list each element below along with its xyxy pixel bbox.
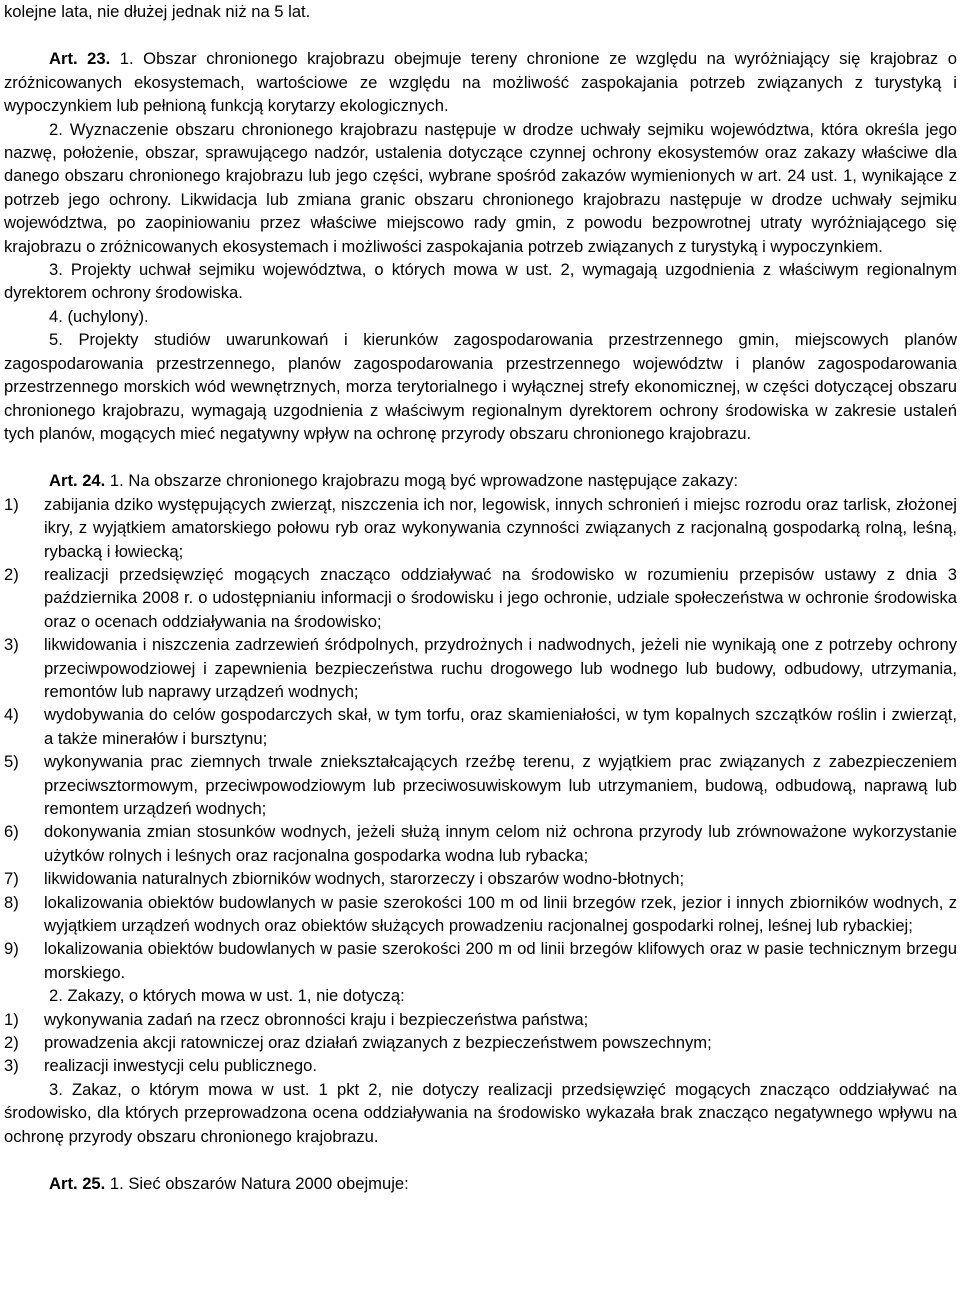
list-item-number: 9): [4, 939, 19, 959]
list-item-text: likwidowania naturalnych zbiorników wodnych, starorzeczy i obszarów wodno-błotnych;: [44, 869, 685, 889]
list-item: [4, 937, 957, 984]
spacer: [4, 1148, 957, 1172]
list-item: [4, 633, 957, 703]
list-item: [4, 820, 957, 867]
list-item-number: 6): [4, 822, 19, 842]
list-item: [4, 1031, 957, 1054]
list-item-number: 3): [4, 1056, 19, 1076]
list-item-text: likwidowania i niszczenia zadrzewień śródpolnych, przydrożnych i nadwodnych, jeżeli nie wynikają one z potrzeby ochrony przeciwpowodziowej i zapewnienia bezpieczeństwa ruchu drogowego lub wodnego lub budowy, odbudowy, utrzymania, remontów lub naprawy urządzeń wodnych;: [44, 635, 957, 701]
list-item: [4, 750, 957, 820]
list-item-number: 1): [4, 1009, 19, 1029]
art24-list-2: [4, 1008, 957, 1078]
art23-label: Art. 23.: [49, 49, 111, 69]
art23-paragraph-1: [4, 47, 957, 117]
spacer: [4, 23, 957, 47]
spacer: [4, 445, 957, 469]
list-item-text: dokonywania zmian stosunków wodnych, jeżeli służą innym celom niż ochrona przyrody lub zrównoważone wykorzystanie użytków rolnych i leśnych oraz racjonalna gospodarka wodna lub rybacka;: [44, 822, 957, 865]
list-item-text: realizacji inwestycji celu publicznego.: [44, 1056, 318, 1076]
list-item-number: 1): [4, 494, 19, 514]
list-item: [4, 493, 957, 563]
list-item-text: realizacji przedsięwzięć mogących znacząco oddziaływać na środowisko w rozumieniu przepisów ustawy z dnia 3 października 2008 r. o udostępnianiu informacji o środowisku i jego ochronie, udziale społeczeństwa w ochronie środowiska oraz o ocenach oddziaływania na środowisko;: [44, 564, 957, 631]
list-item-number: 8): [4, 892, 19, 912]
art24-label: Art. 24.: [49, 471, 106, 491]
art25-label: Art. 25.: [49, 1174, 106, 1194]
art24-paragraph-1: [4, 469, 957, 492]
list-item-text: lokalizowania obiektów budowlanych w pasie szerokości 100 m od linii brzegów rzek, jezior i innych zbiorników wodnych, z wyjątkiem urządzeń wodnych oraz obiektów służących prowadzeniu racjonalnej gospodarki rolnej, leśnej lub rybackiej;: [44, 892, 957, 936]
list-item-number: 2): [4, 1033, 19, 1053]
list-item: [4, 563, 957, 633]
art24-paragraph-3: 3. Zakaz, o którym mowa w ust. 1 pkt 2, nie dotyczy realizacji przedsięwzięć mogących znacząco oddziaływać na środowisko, dla których przeprowadzona ocena oddziaływania na środowisko wykazała brak znacząco negatywnego wpływu na ochronę przyrody obszaru chronionego krajobrazu.: [4, 1079, 957, 1146]
art23-paragraph-3: 3. Projekty uchwał sejmiku województwa, o których mowa w ust. 2, wymagają uzgodnienia z właściwym regionalnym dyrektorem ochrony środowiska.: [4, 260, 957, 303]
list-item: [4, 703, 957, 750]
list-item-number: 7): [4, 869, 19, 889]
list-item-text: prowadzenia akcji ratowniczej oraz działań związanych z bezpieczeństwem powszechnym;: [44, 1033, 712, 1053]
list-item-text: wydobywania do celów gospodarczych skał, w tym torfu, oraz skamieniałości, w tym kopalnych szczątków roślin i zwierząt, a także minerałów i bursztynu;: [44, 705, 957, 748]
list-item: [4, 867, 957, 890]
list-item-text: wykonywania zadań na rzecz obronności kraju i bezpieczeństwa państwa;: [44, 1009, 589, 1029]
art25-p1-text: 1. Sieć obszarów Natura 2000 obejmuje:: [109, 1174, 409, 1194]
art23-paragraph-2: 2. Wyznaczenie obszaru chronionego krajobrazu następuje w drodze uchwały sejmiku województwa, która określa jego nazwę, położenie, obszar, sprawującego nadzór, ustalenia dotyczące czynnej ochrony ekosystemów oraz zakazy właściwe dla danego obszaru chronionego krajobrazu lub jego części, wybrane spośród zakazów wymienionych w art. 24 ust. 1, wynikające z potrzeb jego ochrony. Likwidacja lub zmiana granic obszaru chronionego krajobrazu następuje w drodze uchwały sejmiku województwa, po zaopiniowaniu przez właściwe miejscowo rady gmin, z powodu bezpowrotnej utraty wyróżniającego się krajobrazu o zróżnicowanych ekosystemach i możliwości zaspokajania potrzeb związanych z turystyką i wypoczynkiem.: [4, 119, 957, 256]
list-item-number: 4): [4, 705, 19, 725]
list-item-text: lokalizowania obiektów budowlanych w pasie szerokości 200 m od linii brzegów klifowych oraz w pasie technicznym brzegu morskiego.: [44, 939, 957, 982]
art23-paragraph-4: 4. (uchylony).: [49, 306, 149, 326]
art24-list-1: [4, 493, 957, 985]
art23-p1-text: 1. Obszar chronionego krajobrazu obejmuje tereny chronione ze względu na wyróżniający się krajobraz o zróżnicowanych ekosystemach, wartościowe ze względu na możliwość zaspokajania potrzeb związanych z turystyką i wypoczynkiem lub pełnioną funkcją korytarzy ekologicznych.: [4, 49, 957, 116]
intro-tail-paragraph: kolejne lata, nie dłużej jednak niż na 5 lat.: [4, 2, 311, 21]
art23-paragraph-5: 5. Projekty studiów uwarunkowań i kierunków zagospodarowania przestrzennego gmin, miejscowych planów zagospodarowania przestrzennego, planów zagospodarowania przestrzennego województw i planów zagospodarowania przestrzennego morskich wód wewnętrznych, morza terytorialnego i wyłącznej strefy ekonomicznej, w części dotyczącej obszaru chronionego krajobrazu, wymagają uzgodnienia z właściwym regionalnym dyrektorem ochrony środowiska w zakresie ustaleń tych planów, mogących mieć negatywny wpływ na ochronę przyrody obszaru chronionego krajobrazu.: [4, 330, 957, 443]
list-item: [4, 1054, 957, 1077]
list-item-number: 3): [4, 635, 19, 655]
list-item-number: 2): [4, 564, 19, 584]
list-item-text: zabijania dziko występujących zwierząt, niszczenia ich nor, legowisk, innych schronień i miejsc rozrodu oraz tarlisk, złożonej ikry, z wyjątkiem amatorskiego połowu ryb oraz wykonywania czynności związanych z racjonalną gospodarką rolną, leśną, rybacką i łowiecką;: [44, 494, 957, 561]
list-item: [4, 1008, 957, 1031]
art24-p1-text: 1. Na obszarze chronionego krajobrazu mogą być wprowadzone następujące zakazy:: [109, 471, 739, 491]
art25-paragraph-1: [4, 1172, 957, 1195]
document-page: [4, 0, 957, 1196]
list-item-number: 5): [4, 752, 19, 772]
list-item: [4, 891, 957, 938]
list-item-text: wykonywania prac ziemnych trwale zniekształcających rzeźbę terenu, z wyjątkiem prac związanych z zabezpieczeniem przeciwsztormowym, przeciwpowodziowym lub przeciwosuwiskowym lub utrzymaniem, budową, odbudową, naprawą lub remontem urządzeń wodnych;: [44, 752, 957, 818]
art24-paragraph-2: 2. Zakazy, o których mowa w ust. 1, nie dotyczą:: [49, 986, 405, 1006]
